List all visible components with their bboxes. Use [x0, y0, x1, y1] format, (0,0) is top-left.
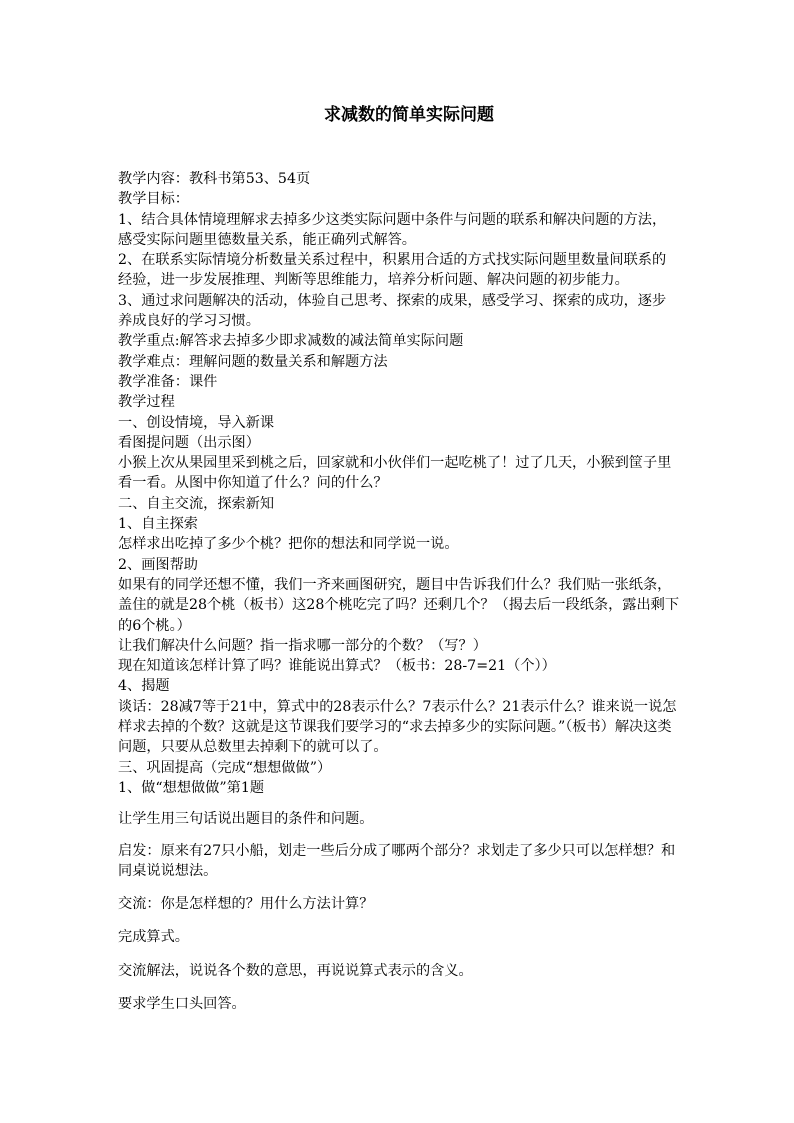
paragraph-solve-question: 让我们解决什么问题？指一指求哪一部分的个数？（写？） — [118, 637, 487, 654]
paragraph-process-heading: 教学过程 — [118, 394, 175, 411]
paragraph-difficulty: 教学难点：理解问题的数量关系和解题方法 — [118, 353, 388, 370]
paragraph-calculation: 现在知道该怎样计算了吗？谁能说出算式？（板书：28-7=21（个）） — [118, 658, 556, 675]
paragraph-drawing-help: 2、画图帮助 — [118, 556, 198, 573]
paragraph-reveal-title: 4、揭题 — [118, 678, 170, 695]
paragraph-show-image: 看图提问题（出示图） — [118, 434, 260, 451]
paragraph-exercise-1: 1、做“想想做做”第1题 — [118, 779, 265, 796]
paragraph-drawing-detail: 如果有的同学还想不懂，我们一齐来画图研究，题目中告诉我们什么？我们贴一张纸条，盖住的就是28个桃（板书）这28个桃吃完了吗？还剩几个？（揭去后一段纸条，露出剩下的6个桃。） — [118, 576, 680, 634]
paragraph-goal-1: 1、结合具体情境理解求去掉多少这类实际问题中条件与问题的联系和解决问题的方法，感受实际问题里德数量关系，能正确列式解答。 — [118, 211, 667, 248]
paragraph-preparation: 教学准备：课件 — [118, 373, 218, 390]
paragraph-content: 教学内容：教科书第53、54页 — [118, 171, 311, 187]
document-title: 求减数的简单实际问题 — [324, 105, 494, 125]
paragraph-explore: 1、自主探索 — [118, 516, 198, 533]
paragraph-section-1: 一、创设情境，导入新课 — [118, 414, 275, 431]
document-page — [118, 104, 680, 1014]
paragraph-section-2: 二、自主交流，探索新知 — [118, 495, 275, 512]
paragraph-story: 小猴上次从果园里采到桃之后，回家就和小伙伴们一起吃桃了！过了几天，小猴到筐子里看一看。从图中你知道了什么？问的什么？ — [118, 455, 672, 492]
paragraph-talk: 谈话：28减7等于21中，算式中的28表示什么？7表示什么？21表示什么？谁来说一说怎样求去掉的个数？这就是这节课我们要学习的“求去掉多少的实际问题。”（板书）解决这类问题，只要从总数里去掉剩下的就可以了。 — [118, 698, 677, 756]
paragraph-complete-formula: 完成算式。 — [118, 929, 189, 946]
paragraph-explain-solution: 交流解法，说说各个数的意思，再说说算式表示的含义。 — [118, 962, 473, 979]
paragraph-three-sentences: 让学生用三句话说出题目的条件和问题。 — [118, 811, 374, 828]
paragraph-goals-heading: 教学目标： — [118, 191, 189, 208]
paragraph-goal-3: 3、通过求问题解决的活动，体验自己思考、探索的成果，感受学习、探索的成功，逐步养成良好的学习习惯。 — [118, 292, 667, 330]
paragraph-section-3: 三、巩固提高（完成“想想做做”） — [118, 759, 332, 776]
paragraph-goal-2: 2、在联系实际情境分析数量关系过程中，积累用合适的方式找实际问题里数量间联系的经验，进一步发展推理、判断等思维能力，培养分析问题、解决问题的初步能力。 — [118, 252, 667, 289]
paragraph-inspire: 启发：原来有27只小船，划走一些后分成了哪两个部分？求划走了多少只可以怎样想？和同桌说说想法。 — [118, 842, 676, 879]
paragraph-key-point: 教学重点:解答求去掉多少即求减数的减法简单实际问题 — [118, 333, 464, 350]
paragraph-exchange: 交流：你是怎样想的？用什么方法计算？ — [118, 896, 374, 913]
paragraph-explore-question: 怎样求出吃掉了多少个桃？把你的想法和同学说一说。 — [118, 536, 459, 553]
paragraph-oral-answer: 要求学生口头回答。 — [118, 995, 246, 1012]
